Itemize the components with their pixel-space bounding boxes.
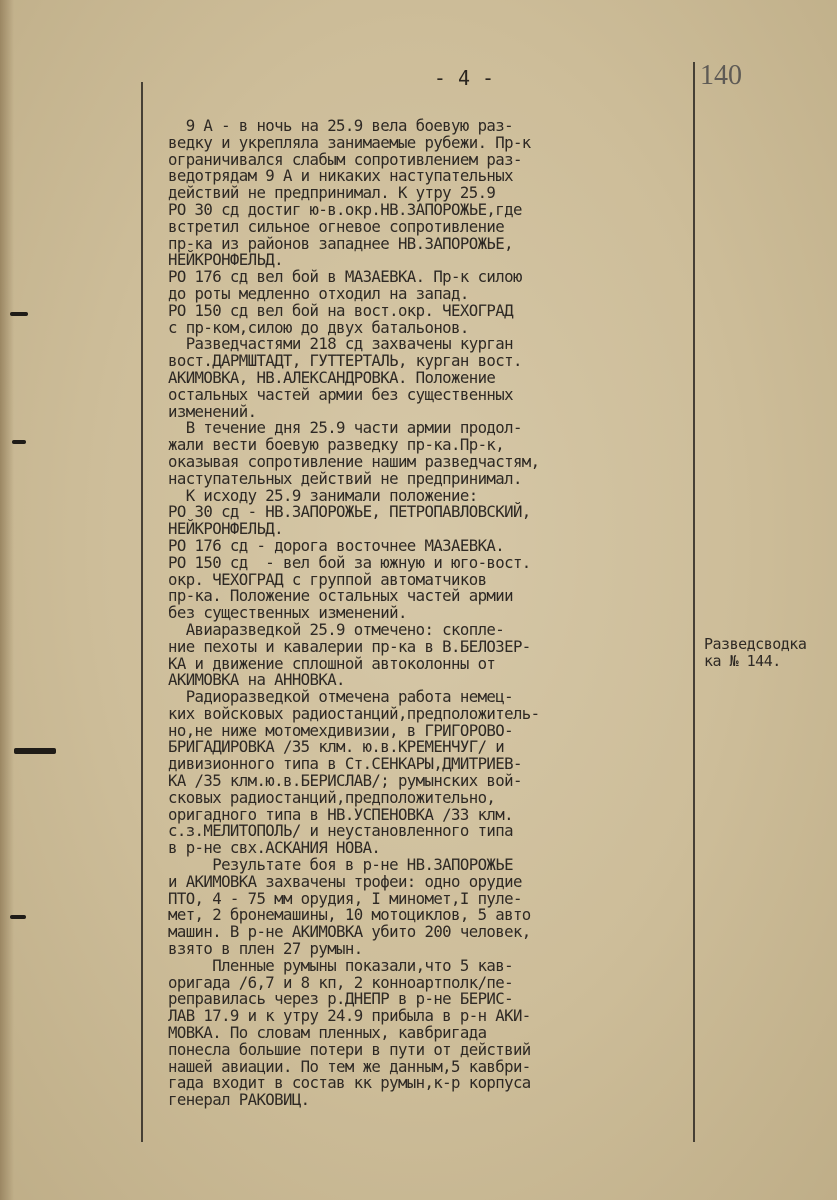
text-line: жали вести боевую разведку пр-ка.Пр-к, bbox=[168, 435, 505, 455]
text-line: остальных частей армии без существенных bbox=[168, 384, 513, 404]
text-line: и АКИМОВКА захвачены трофеи: одно орудие bbox=[168, 871, 522, 891]
document-body bbox=[168, 118, 539, 1109]
text-line: в р-не свх.АСКАНИЯ НОВА. bbox=[168, 838, 381, 858]
text-line: РО 176 сд вел бой в МАЗАЕВКА. Пр-к силою bbox=[168, 267, 522, 287]
text-line: Авиаразведкой 25.9 отмечено: скопле- bbox=[168, 619, 505, 639]
text-line: реправилась через р.ДНЕПР в р-не БЕРИС- bbox=[168, 989, 513, 1009]
text-line: Результате боя в р-не НВ.ЗАПОРОЖЬЕ bbox=[168, 855, 513, 875]
text-line: Разведчастями 218 сд захвачены курган bbox=[168, 334, 513, 354]
text-line: изменений. bbox=[168, 401, 257, 421]
text-line: наступательных действий не предпринимал. bbox=[168, 468, 522, 488]
archive-folio-number: 140 bbox=[700, 60, 742, 91]
text-line: гада входит в состав кк румын,к-р корпуса bbox=[168, 1073, 531, 1093]
text-line: сковых радиостанций,предположительно, bbox=[168, 787, 496, 807]
text-line: К исходу 25.9 занимали положение: bbox=[168, 485, 478, 505]
page-number: - 4 - bbox=[433, 66, 495, 90]
text-line: ких войсковых радиостанций,предположитель- bbox=[168, 703, 540, 723]
binding-hole-mark bbox=[10, 312, 28, 316]
text-line: с пр-ком,силою до двух батальонов. bbox=[168, 317, 469, 337]
text-line: В течение дня 25.9 части армии продол- bbox=[168, 418, 522, 438]
text-line: Радиоразведкой отмечена работа немец- bbox=[168, 687, 513, 707]
text-line: ЛАВ 17.9 и к утру 24.9 прибыла в р-н АКИ- bbox=[168, 1006, 531, 1026]
text-line: но,не ниже мотомехдивизии, в ГРИГОРОВО- bbox=[168, 720, 513, 740]
text-line: ведку и укрепляла занимаемые рубежи. Пр-к bbox=[168, 132, 531, 152]
text-line: РО 30 сд - НВ.ЗАПОРОЖЬЕ, ПЕТРОПАВЛОВСКИЙ, bbox=[168, 502, 531, 522]
text-line: НЕЙКРОНФЕЛЬД. bbox=[168, 250, 283, 270]
page-edge-shadow bbox=[0, 0, 14, 1200]
text-line: НЕЙКРОНФЕЛЬД. bbox=[168, 519, 283, 539]
text-line: КА /35 клм.ю.в.БЕРИСЛАВ/; румынских вой- bbox=[168, 771, 522, 791]
text-line: 9 А - в ночь на 25.9 вела боевую раз- bbox=[168, 116, 513, 135]
text-line: ПТО, 4 - 75 мм орудия, I миномет,I пуле- bbox=[168, 888, 522, 908]
text-line: пр-ка. Положение остальных частей армии bbox=[168, 586, 513, 606]
text-line: понесла большие потери в пути от действий bbox=[168, 1039, 531, 1059]
text-line: оказывая сопротивление нашим разведчастям, bbox=[168, 451, 540, 471]
text-line: АКИМОВКА на АННОВКА. bbox=[168, 670, 345, 690]
text-line: АКИМОВКА, НВ.АЛЕКСАНДРОВКА. Положение bbox=[168, 367, 496, 387]
right-margin-rule bbox=[693, 62, 695, 1142]
text-line: ведотрядам 9 А и никаких наступательных bbox=[168, 166, 513, 186]
text-line: оригадного типа в НВ.УСПЕНОВКА /33 клм. bbox=[168, 804, 513, 824]
text-line: РО 150 сд вел бой на вост.окр. ЧЕХОГРАД bbox=[168, 300, 513, 320]
binding-hole-mark bbox=[10, 915, 26, 919]
text-line: до роты медленно отходил на запад. bbox=[168, 283, 469, 303]
margin-note bbox=[704, 636, 806, 670]
text-line: нашей авиации. По тем же данным,5 кавбри- bbox=[168, 1056, 531, 1076]
text-line: без существенных изменений. bbox=[168, 603, 407, 623]
text-line: дивизионного типа в Ст.СЕНКАРЫ,ДМИТРИЕВ- bbox=[168, 754, 522, 774]
text-line: взято в плен 27 румын. bbox=[168, 939, 363, 959]
text-line: ограничивался слабым сопротивлением раз- bbox=[168, 149, 522, 169]
text-line: встретил сильное огневое сопротивление bbox=[168, 216, 505, 236]
text-line: вост.ДАРМШТАДТ, ГУТТЕРТАЛЬ, курган вост. bbox=[168, 351, 522, 371]
text-line: генерал РАКОВИЦ. bbox=[168, 1090, 310, 1110]
text-line: мет, 2 бронемашины, 10 мотоциклов, 5 авто bbox=[168, 905, 531, 925]
margin-note-line: ка № 144. bbox=[704, 652, 781, 670]
text-line: ние пехоты и кавалерии пр-ка в В.БЕЛОЗЕР- bbox=[168, 636, 531, 656]
left-margin-line bbox=[141, 82, 143, 1142]
text-line: Пленные румыны показали,что 5 кав- bbox=[168, 955, 513, 975]
text-line: КА и движение сплошной автоколонны от bbox=[168, 653, 496, 673]
text-line: МОВКА. По словам пленных, кавбригада bbox=[168, 1023, 487, 1043]
binding-hole-mark bbox=[12, 440, 26, 444]
margin-note-line: Разведсводка bbox=[704, 635, 807, 653]
text-line: окр. ЧЕХОГРАД с группой автоматчиков bbox=[168, 569, 487, 589]
text-line: с.з.МЕЛИТОПОЛЬ/ и неустановленного типа bbox=[168, 821, 513, 841]
text-line: БРИГАДИРОВКА /35 клм. ю.в.КРЕМЕНЧУГ/ и bbox=[168, 737, 505, 757]
text-line: оригада /6,7 и 8 кп, 2 конноартполк/пе- bbox=[168, 972, 513, 992]
text-line: РО 176 сд - дорога восточнее МАЗАЕВКА. bbox=[168, 535, 505, 555]
text-line: РО 150 сд - вел бой за южную и юго-вост. bbox=[168, 552, 531, 572]
text-line: РО 30 сд достиг ю-в.окр.НВ.ЗАПОРОЖЬЕ,где bbox=[168, 199, 522, 219]
binding-hole-mark bbox=[14, 748, 56, 754]
text-line: пр-ка из районов западнее НВ.ЗАПОРОЖЬЕ, bbox=[168, 233, 513, 253]
text-line: действий не предпринимал. К утру 25.9 bbox=[168, 183, 496, 203]
text-line: машин. В р-не АКИМОВКА убито 200 человек, bbox=[168, 922, 531, 942]
